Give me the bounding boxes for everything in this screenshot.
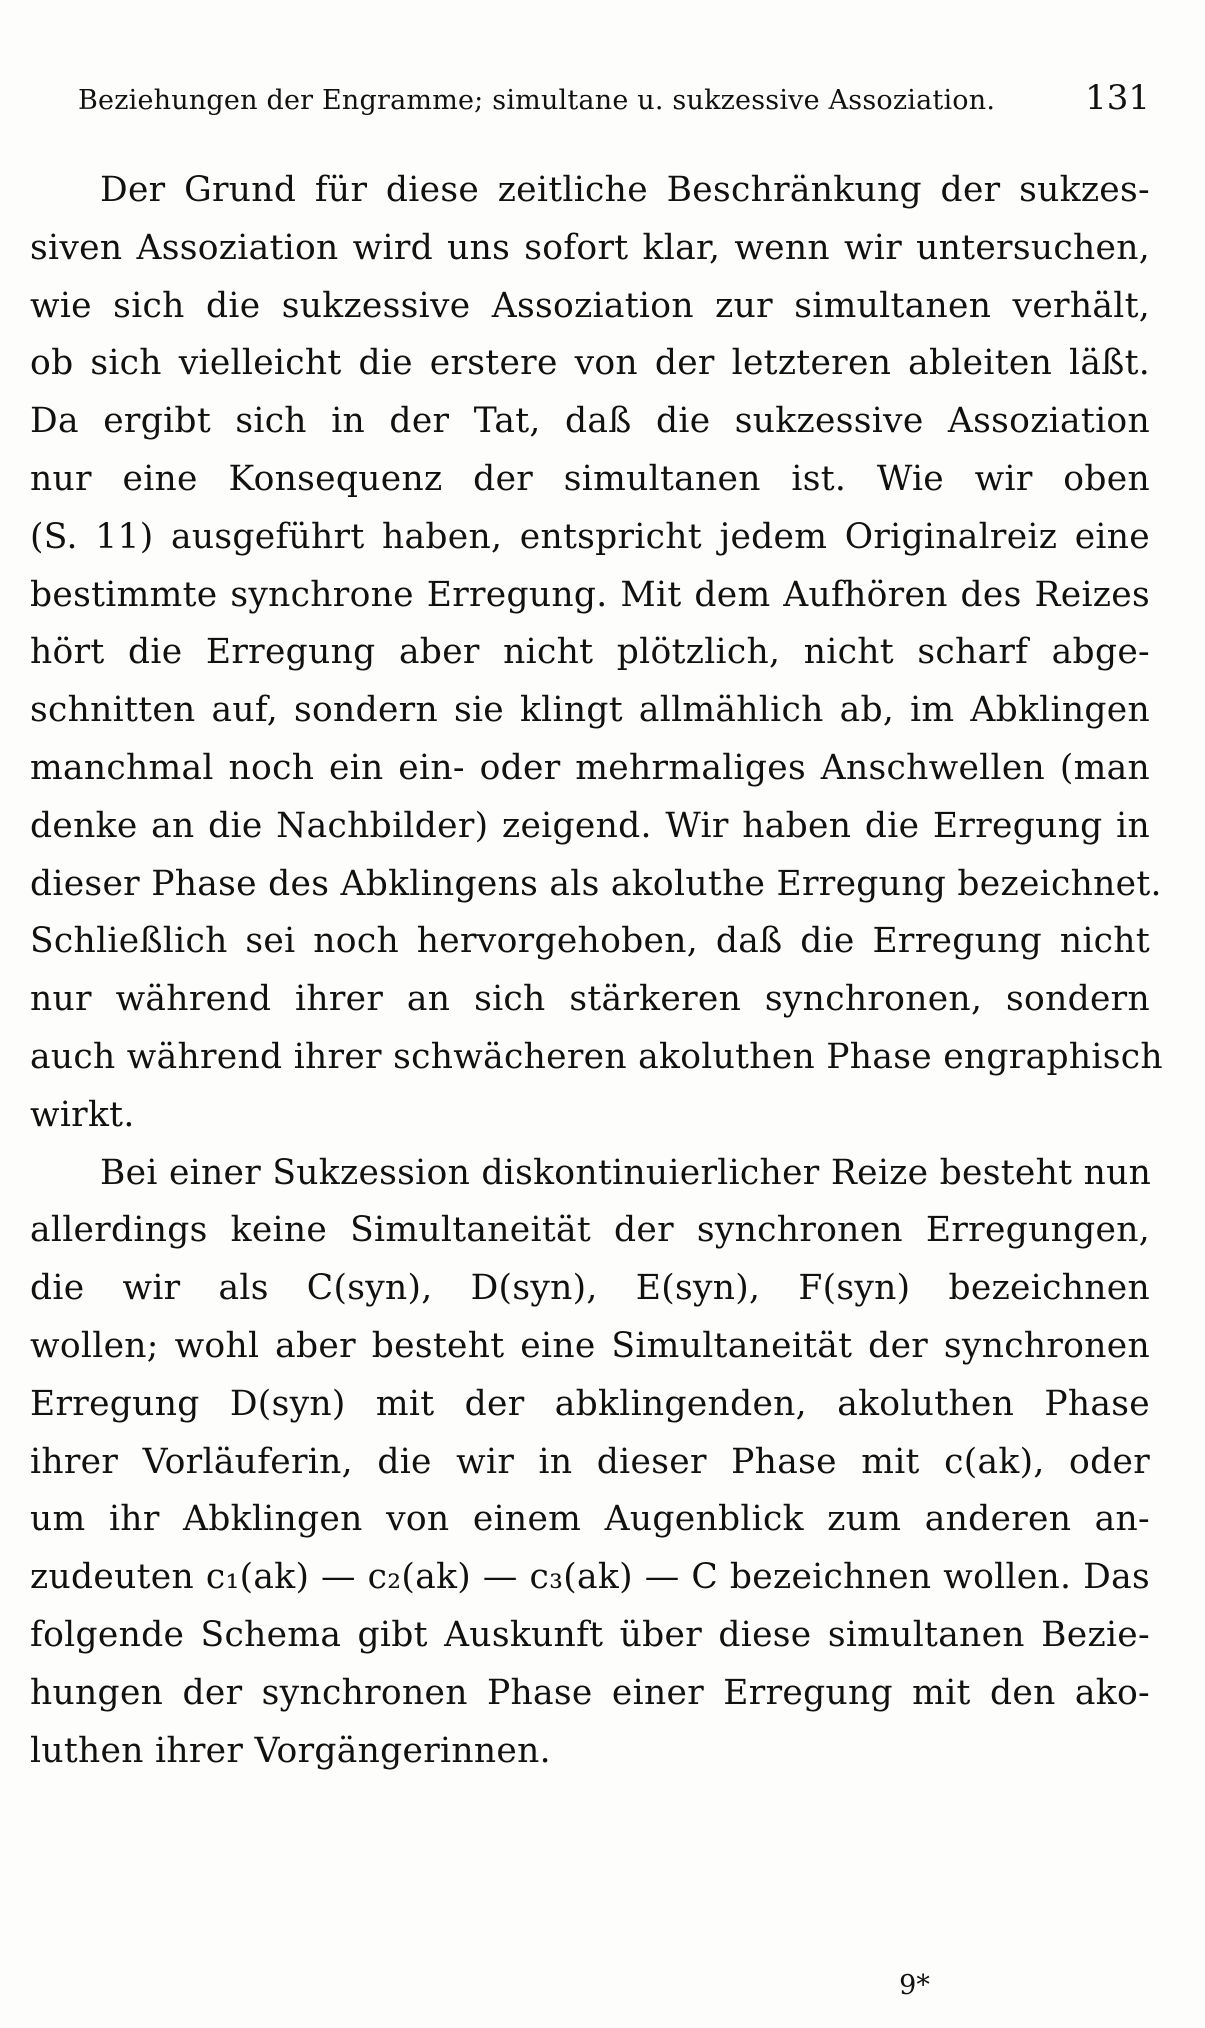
text-line: ob sich vielleicht die erstere von der letzteren ableiten läßt.	[30, 343, 1150, 384]
text-line: luthen ihrer Vorgängerinnen.	[30, 1730, 551, 1771]
text-line: ihrer Vorläuferin, die wir in dieser Phase mit c(ak), oder	[30, 1441, 1150, 1482]
text-line: denke an die Nachbilder) zeigend. Wir haben die Erregung in	[30, 805, 1150, 846]
text-line: Da ergibt sich in der Tat, daß die sukzessive Assoziation	[30, 401, 1150, 442]
signature-mark: 9*	[899, 1970, 930, 2001]
page-footer	[0, 1970, 1205, 2001]
text-line: allerdings keine Simultaneität der synchronen Erregungen,	[30, 1210, 1150, 1251]
text-line: Erregung D(syn) mit der abklingenden, akoluthen Phase	[30, 1383, 1150, 1424]
text-line: wollen; wohl aber besteht eine Simultaneität der synchronen	[30, 1325, 1150, 1366]
body-text	[30, 162, 1163, 1780]
text-line: manchmal noch ein ein- oder mehrmaliges Anschwellen (man	[30, 747, 1150, 788]
paragraph-1	[30, 162, 1163, 1145]
text-line: bestimmte synchrone Erregung. Mit dem Aufhören des Reizes	[30, 574, 1150, 615]
text-line: siven Assoziation wird uns sofort klar, wenn wir untersuchen,	[30, 227, 1150, 268]
running-header	[78, 78, 1150, 122]
text-line: nur während ihrer an sich stärkeren synchronen, sondern	[30, 979, 1150, 1020]
text-line: dieser Phase des Abklingens als akoluthe Erregung bezeichnet.	[30, 863, 1162, 904]
text-line: Bei einer Sukzession diskontinuierlicher Reize besteht nun	[100, 1152, 1152, 1193]
text-line: auch während ihrer schwächeren akoluthen Phase engraphisch	[30, 1036, 1163, 1077]
text-line: schnitten auf, sondern sie klingt allmählich ab, im Abklingen	[30, 690, 1150, 731]
text-line: Schließlich sei noch hervorgehoben, daß die Erregung nicht	[30, 921, 1150, 962]
text-line: wie sich die sukzessive Assoziation zur simultanen verhält,	[30, 285, 1150, 326]
running-header-title: Beziehungen der Engramme; simultane u. sukzessive Assoziation.	[78, 85, 996, 116]
page-number: 131	[1085, 78, 1150, 118]
text-line: hungen der synchronen Phase einer Erregung mit den ako-	[30, 1672, 1150, 1713]
text-line: folgende Schema gibt Auskunft über diese simultanen Bezie-	[30, 1614, 1150, 1655]
text-line: Der Grund für diese zeitliche Beschränkung der sukzes-	[100, 170, 1150, 210]
text-line: wirkt.	[30, 1094, 135, 1135]
text-line: hört die Erregung aber nicht plötzlich, nicht scharf abge-	[30, 632, 1150, 673]
text-line: um ihr Abklingen von einem Augenblick zum anderen an-	[30, 1499, 1150, 1540]
text-line: nur eine Konsequenz der simultanen ist. Wie wir oben	[30, 458, 1150, 499]
text-line: zudeuten c₁(ak) — c₂(ak) — c₃(ak) — C bezeichnen wollen. Das	[30, 1557, 1150, 1598]
text-line: (S. 11) ausgeführt haben, entspricht jedem Originalreiz eine	[30, 516, 1150, 557]
text-line: die wir als C(syn), D(syn), E(syn), F(syn) bezeichnen	[30, 1268, 1150, 1309]
paragraph-2	[30, 1145, 1150, 1781]
